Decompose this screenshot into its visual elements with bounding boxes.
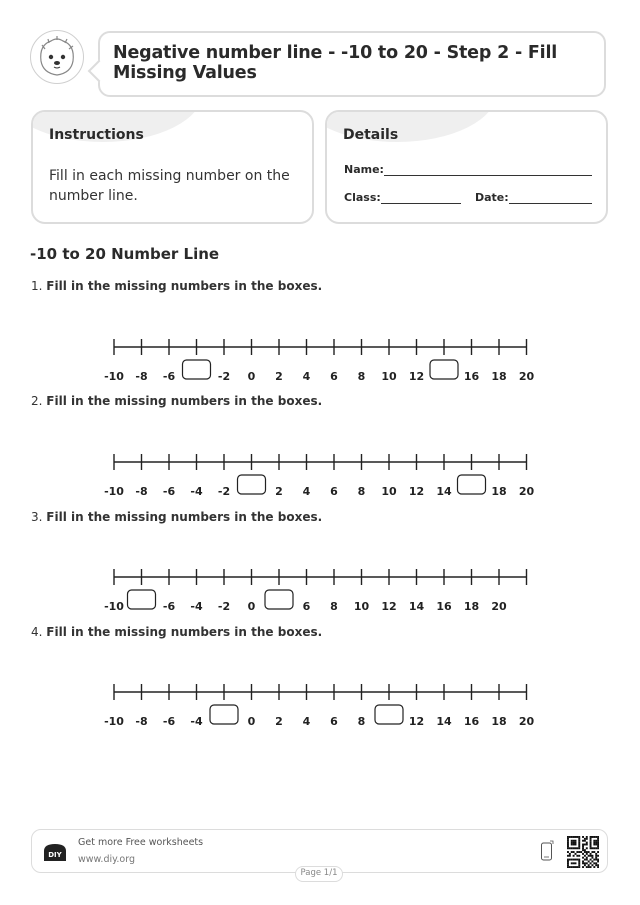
qr-module	[582, 853, 584, 855]
qr-module	[591, 836, 593, 838]
qr-module	[586, 851, 588, 853]
qr-module	[567, 847, 569, 849]
tick-label: 0	[247, 600, 256, 613]
tick-label: 12	[381, 600, 397, 613]
qr-module	[593, 836, 595, 838]
qr-module	[578, 859, 580, 861]
phone-icon	[540, 840, 554, 862]
qr-module	[578, 864, 580, 866]
tick-label: 10	[353, 600, 370, 613]
qr-module	[573, 855, 575, 857]
qr-module	[593, 844, 595, 846]
answer-box[interactable]	[265, 590, 293, 609]
answer-box[interactable]	[430, 360, 458, 379]
tick-label: 12	[408, 370, 425, 383]
tick-label: 20	[491, 600, 507, 613]
footer-promo-text: Get more Free worksheets	[78, 837, 204, 848]
qr-module	[576, 855, 578, 857]
qr-module	[567, 838, 569, 840]
tick-label: 0	[247, 370, 256, 383]
qr-module	[569, 859, 571, 861]
tick-label: 20	[518, 715, 535, 728]
qr-module	[582, 847, 584, 849]
qr-module	[571, 842, 573, 844]
instructions-text: Fill in each missing number on the number line.	[49, 168, 290, 204]
tick-label: -4	[190, 715, 203, 728]
qr-module	[567, 859, 569, 861]
qr-module	[597, 860, 599, 862]
tick-label: -2	[217, 370, 231, 383]
qr-module	[576, 866, 578, 868]
tick-label: -6	[162, 715, 176, 728]
qr-module	[590, 847, 592, 849]
section-heading: -10 to 20 Number Line	[30, 245, 220, 263]
tick-label: 2	[275, 715, 283, 728]
question-3-label	[31, 510, 322, 524]
qr-module	[573, 844, 575, 846]
tick-label: 20	[518, 485, 535, 498]
answer-box[interactable]	[238, 475, 266, 494]
qr-module	[584, 844, 586, 846]
qr-module	[580, 851, 582, 853]
qr-module	[567, 866, 569, 868]
qr-module	[567, 844, 569, 846]
question-number: 3.	[31, 510, 43, 524]
qr-module	[586, 842, 588, 844]
tick-label: -6	[162, 370, 176, 383]
qr-module	[575, 844, 577, 846]
qr-module	[593, 840, 595, 842]
tick-label: 0	[247, 715, 256, 728]
qr-module	[597, 844, 599, 846]
qr-module	[582, 849, 584, 851]
tick-label: 2	[275, 485, 283, 498]
qr-module	[597, 836, 599, 838]
question-number: 4.	[31, 625, 43, 639]
qr-module	[584, 851, 586, 853]
qr-module	[586, 838, 588, 840]
qr-module	[597, 847, 599, 849]
qr-module	[575, 859, 577, 861]
mascot-avatar	[30, 30, 84, 84]
qr-module	[590, 845, 592, 847]
qr-module	[586, 866, 588, 868]
qr-module	[590, 842, 592, 844]
qr-module	[595, 857, 597, 859]
qr-module	[567, 851, 569, 853]
qr-module	[591, 855, 593, 857]
tick-label: 16	[463, 715, 480, 728]
qr-module	[569, 847, 571, 849]
qr-module	[593, 862, 595, 864]
question-prompt: Fill in the missing numbers in the boxes.	[46, 510, 323, 524]
question-2-label	[31, 394, 322, 408]
qr-module	[567, 845, 569, 847]
tick-label: 6	[302, 600, 311, 613]
number-line-2	[0, 448, 640, 498]
qr-module	[567, 842, 569, 844]
qr-module	[575, 842, 577, 844]
qr-module	[567, 855, 569, 857]
qr-module	[586, 844, 588, 846]
qr-module	[595, 847, 597, 849]
qr-module	[584, 838, 586, 840]
tick-label: 4	[302, 485, 311, 498]
question-number: 1.	[31, 279, 43, 293]
qr-module	[590, 855, 592, 857]
qr-module	[573, 859, 575, 861]
qr-module	[590, 862, 592, 864]
date-field[interactable]	[509, 203, 592, 204]
qr-module	[588, 855, 590, 857]
tick-label: 10	[381, 485, 397, 498]
tick-label: -2	[217, 600, 231, 613]
qr-module	[593, 851, 595, 853]
class-field[interactable]	[381, 203, 461, 204]
tick-label: -10	[104, 600, 124, 613]
qr-module	[590, 840, 592, 842]
qr-module	[593, 866, 595, 868]
mascot-icon	[31, 31, 83, 83]
qr-module	[573, 851, 575, 853]
number-line-3	[0, 563, 640, 613]
number-line-1	[0, 333, 640, 383]
tick-label: 4	[302, 370, 311, 383]
qr-module	[597, 866, 599, 868]
qr-module	[569, 853, 571, 855]
qr-module	[578, 842, 580, 844]
tick-label: 2	[275, 370, 283, 383]
qr-module	[573, 836, 575, 838]
question-prompt: Fill in the missing numbers in the boxes.	[46, 625, 323, 639]
qr-module	[597, 842, 599, 844]
qr-module	[591, 847, 593, 849]
tick-label: -10	[104, 370, 124, 383]
page-title: Negative number line - -10 to 20 - Step 2 - Fill Missing Values	[113, 43, 558, 83]
qr-module	[571, 836, 573, 838]
details-card	[325, 110, 608, 224]
tick-label: -8	[135, 715, 148, 728]
tick-label: 18	[491, 370, 507, 383]
qr-module	[595, 864, 597, 866]
qr-module	[582, 857, 584, 859]
answer-box[interactable]	[128, 590, 156, 609]
qr-module	[588, 860, 590, 862]
qr-module	[569, 866, 571, 868]
qr-module	[586, 859, 588, 861]
qr-module	[573, 840, 575, 842]
qr-module	[595, 862, 597, 864]
qr-module	[591, 851, 593, 853]
qr-module	[584, 849, 586, 851]
qr-module	[590, 859, 592, 861]
qr-module	[586, 836, 588, 838]
name-label: Name:	[344, 163, 384, 176]
qr-module	[578, 851, 580, 853]
tick-label: -6	[162, 600, 176, 613]
tick-label: -4	[190, 600, 203, 613]
tick-label: -2	[217, 485, 231, 498]
qr-module	[586, 847, 588, 849]
class-label: Class:	[344, 191, 381, 204]
date-label: Date:	[475, 191, 509, 204]
tick-label: 20	[518, 370, 535, 383]
qr-module	[576, 836, 578, 838]
qr-module	[571, 866, 573, 868]
tick-label: 18	[463, 600, 480, 613]
qr-module	[575, 836, 577, 838]
tick-label: 16	[463, 370, 480, 383]
qr-module	[578, 847, 580, 849]
qr-module	[573, 842, 575, 844]
qr-module	[573, 862, 575, 864]
qr-module	[582, 862, 584, 864]
qr-module	[576, 851, 578, 853]
qr-module	[567, 840, 569, 842]
question-4-label	[31, 625, 322, 639]
tick-label: -4	[190, 485, 203, 498]
tick-label: 14	[436, 715, 452, 728]
qr-module	[597, 864, 599, 866]
qr-module	[588, 864, 590, 866]
tick-label: 18	[491, 715, 507, 728]
number-line-4	[0, 678, 640, 728]
qr-module	[595, 842, 597, 844]
tick-label: 6	[330, 370, 338, 383]
tick-label: 8	[330, 600, 338, 613]
question-1-label	[31, 279, 322, 293]
qr-module	[584, 862, 586, 864]
qr-module	[590, 853, 592, 855]
qr-module	[571, 851, 573, 853]
qr-module	[595, 859, 597, 861]
qr-module	[569, 836, 571, 838]
tick-label: -10	[104, 715, 124, 728]
qr-module	[590, 838, 592, 840]
qr-module	[578, 840, 580, 842]
logo-text: DIY	[48, 851, 62, 859]
tick-label: 10	[381, 370, 397, 383]
tick-label: 14	[436, 485, 452, 498]
qr-module	[578, 836, 580, 838]
qr-module	[578, 838, 580, 840]
qr-module	[575, 866, 577, 868]
tick-label: 18	[491, 485, 507, 498]
tick-label: -10	[104, 485, 124, 498]
question-prompt: Fill in the missing numbers in the boxes.	[46, 394, 323, 408]
tick-label: 12	[408, 715, 425, 728]
qr-module	[586, 857, 588, 859]
qr-module	[578, 844, 580, 846]
qr-module	[582, 860, 584, 862]
tick-label: 8	[357, 715, 366, 728]
qr-module	[575, 853, 577, 855]
qr-module	[595, 836, 597, 838]
qr-module	[582, 840, 584, 842]
qr-module	[584, 855, 586, 857]
qr-module	[578, 845, 580, 847]
qr-module	[593, 859, 595, 861]
tick-label: 16	[436, 600, 452, 613]
footer-url-link[interactable]: www.diy.org	[78, 854, 135, 865]
tick-label: 8	[357, 485, 366, 498]
qr-module	[591, 864, 593, 866]
qr-module	[597, 838, 599, 840]
tick-label: 14	[408, 600, 425, 613]
qr-module	[571, 859, 573, 861]
qr-module	[575, 847, 577, 849]
qr-module	[571, 847, 573, 849]
answer-box[interactable]	[458, 475, 486, 494]
qr-module	[569, 855, 571, 857]
qr-module	[593, 847, 595, 849]
qr-module	[597, 845, 599, 847]
tick-label: 12	[408, 485, 425, 498]
qr-module	[578, 860, 580, 862]
qr-module	[584, 859, 586, 861]
qr-module	[576, 859, 578, 861]
qr-module	[590, 844, 592, 846]
qr-code-icon	[567, 836, 599, 868]
answer-box[interactable]	[183, 360, 211, 379]
answer-box[interactable]	[210, 705, 238, 724]
qr-module	[595, 840, 597, 842]
qr-module	[575, 862, 577, 864]
qr-module	[573, 847, 575, 849]
qr-module	[584, 840, 586, 842]
qr-module	[578, 866, 580, 868]
qr-module	[567, 862, 569, 864]
qr-module	[590, 866, 592, 868]
tick-label: 6	[330, 485, 338, 498]
qr-module	[576, 847, 578, 849]
qr-module	[595, 844, 597, 846]
qr-module	[575, 840, 577, 842]
qr-module	[597, 840, 599, 842]
qr-module	[567, 860, 569, 862]
qr-module	[571, 844, 573, 846]
qr-module	[567, 836, 569, 838]
qr-module	[597, 851, 599, 853]
qr-module	[593, 842, 595, 844]
qr-module	[586, 862, 588, 864]
qr-module	[582, 844, 584, 846]
diy-logo-icon	[42, 841, 68, 863]
title-box	[98, 31, 606, 97]
name-field[interactable]	[384, 175, 592, 176]
qr-module	[597, 855, 599, 857]
instructions-card	[31, 110, 314, 224]
qr-module	[586, 853, 588, 855]
tick-label: -8	[135, 370, 148, 383]
instructions-heading: Instructions	[49, 127, 144, 143]
qr-module	[584, 864, 586, 866]
tick-label: 8	[357, 370, 366, 383]
qr-module	[588, 866, 590, 868]
qr-module	[582, 866, 584, 868]
question-prompt: Fill in the missing numbers in the boxes.	[46, 279, 323, 293]
qr-module	[582, 836, 584, 838]
tick-label: -8	[135, 485, 148, 498]
qr-module	[595, 855, 597, 857]
qr-module	[578, 855, 580, 857]
qr-module	[567, 864, 569, 866]
qr-module	[590, 836, 592, 838]
qr-module	[591, 860, 593, 862]
qr-module	[597, 859, 599, 861]
question-number: 2.	[31, 394, 43, 408]
qr-module	[588, 851, 590, 853]
qr-module	[578, 862, 580, 864]
details-heading: Details	[343, 127, 399, 143]
answer-box[interactable]	[375, 705, 403, 724]
qr-module	[591, 857, 593, 859]
tick-label: -6	[162, 485, 176, 498]
qr-module	[595, 853, 597, 855]
tick-label: 4	[302, 715, 311, 728]
tick-label: 6	[330, 715, 338, 728]
qr-module	[582, 845, 584, 847]
qr-module	[571, 862, 573, 864]
qr-module	[573, 866, 575, 868]
page-number: Page 1/1	[295, 866, 343, 882]
qr-module	[571, 840, 573, 842]
